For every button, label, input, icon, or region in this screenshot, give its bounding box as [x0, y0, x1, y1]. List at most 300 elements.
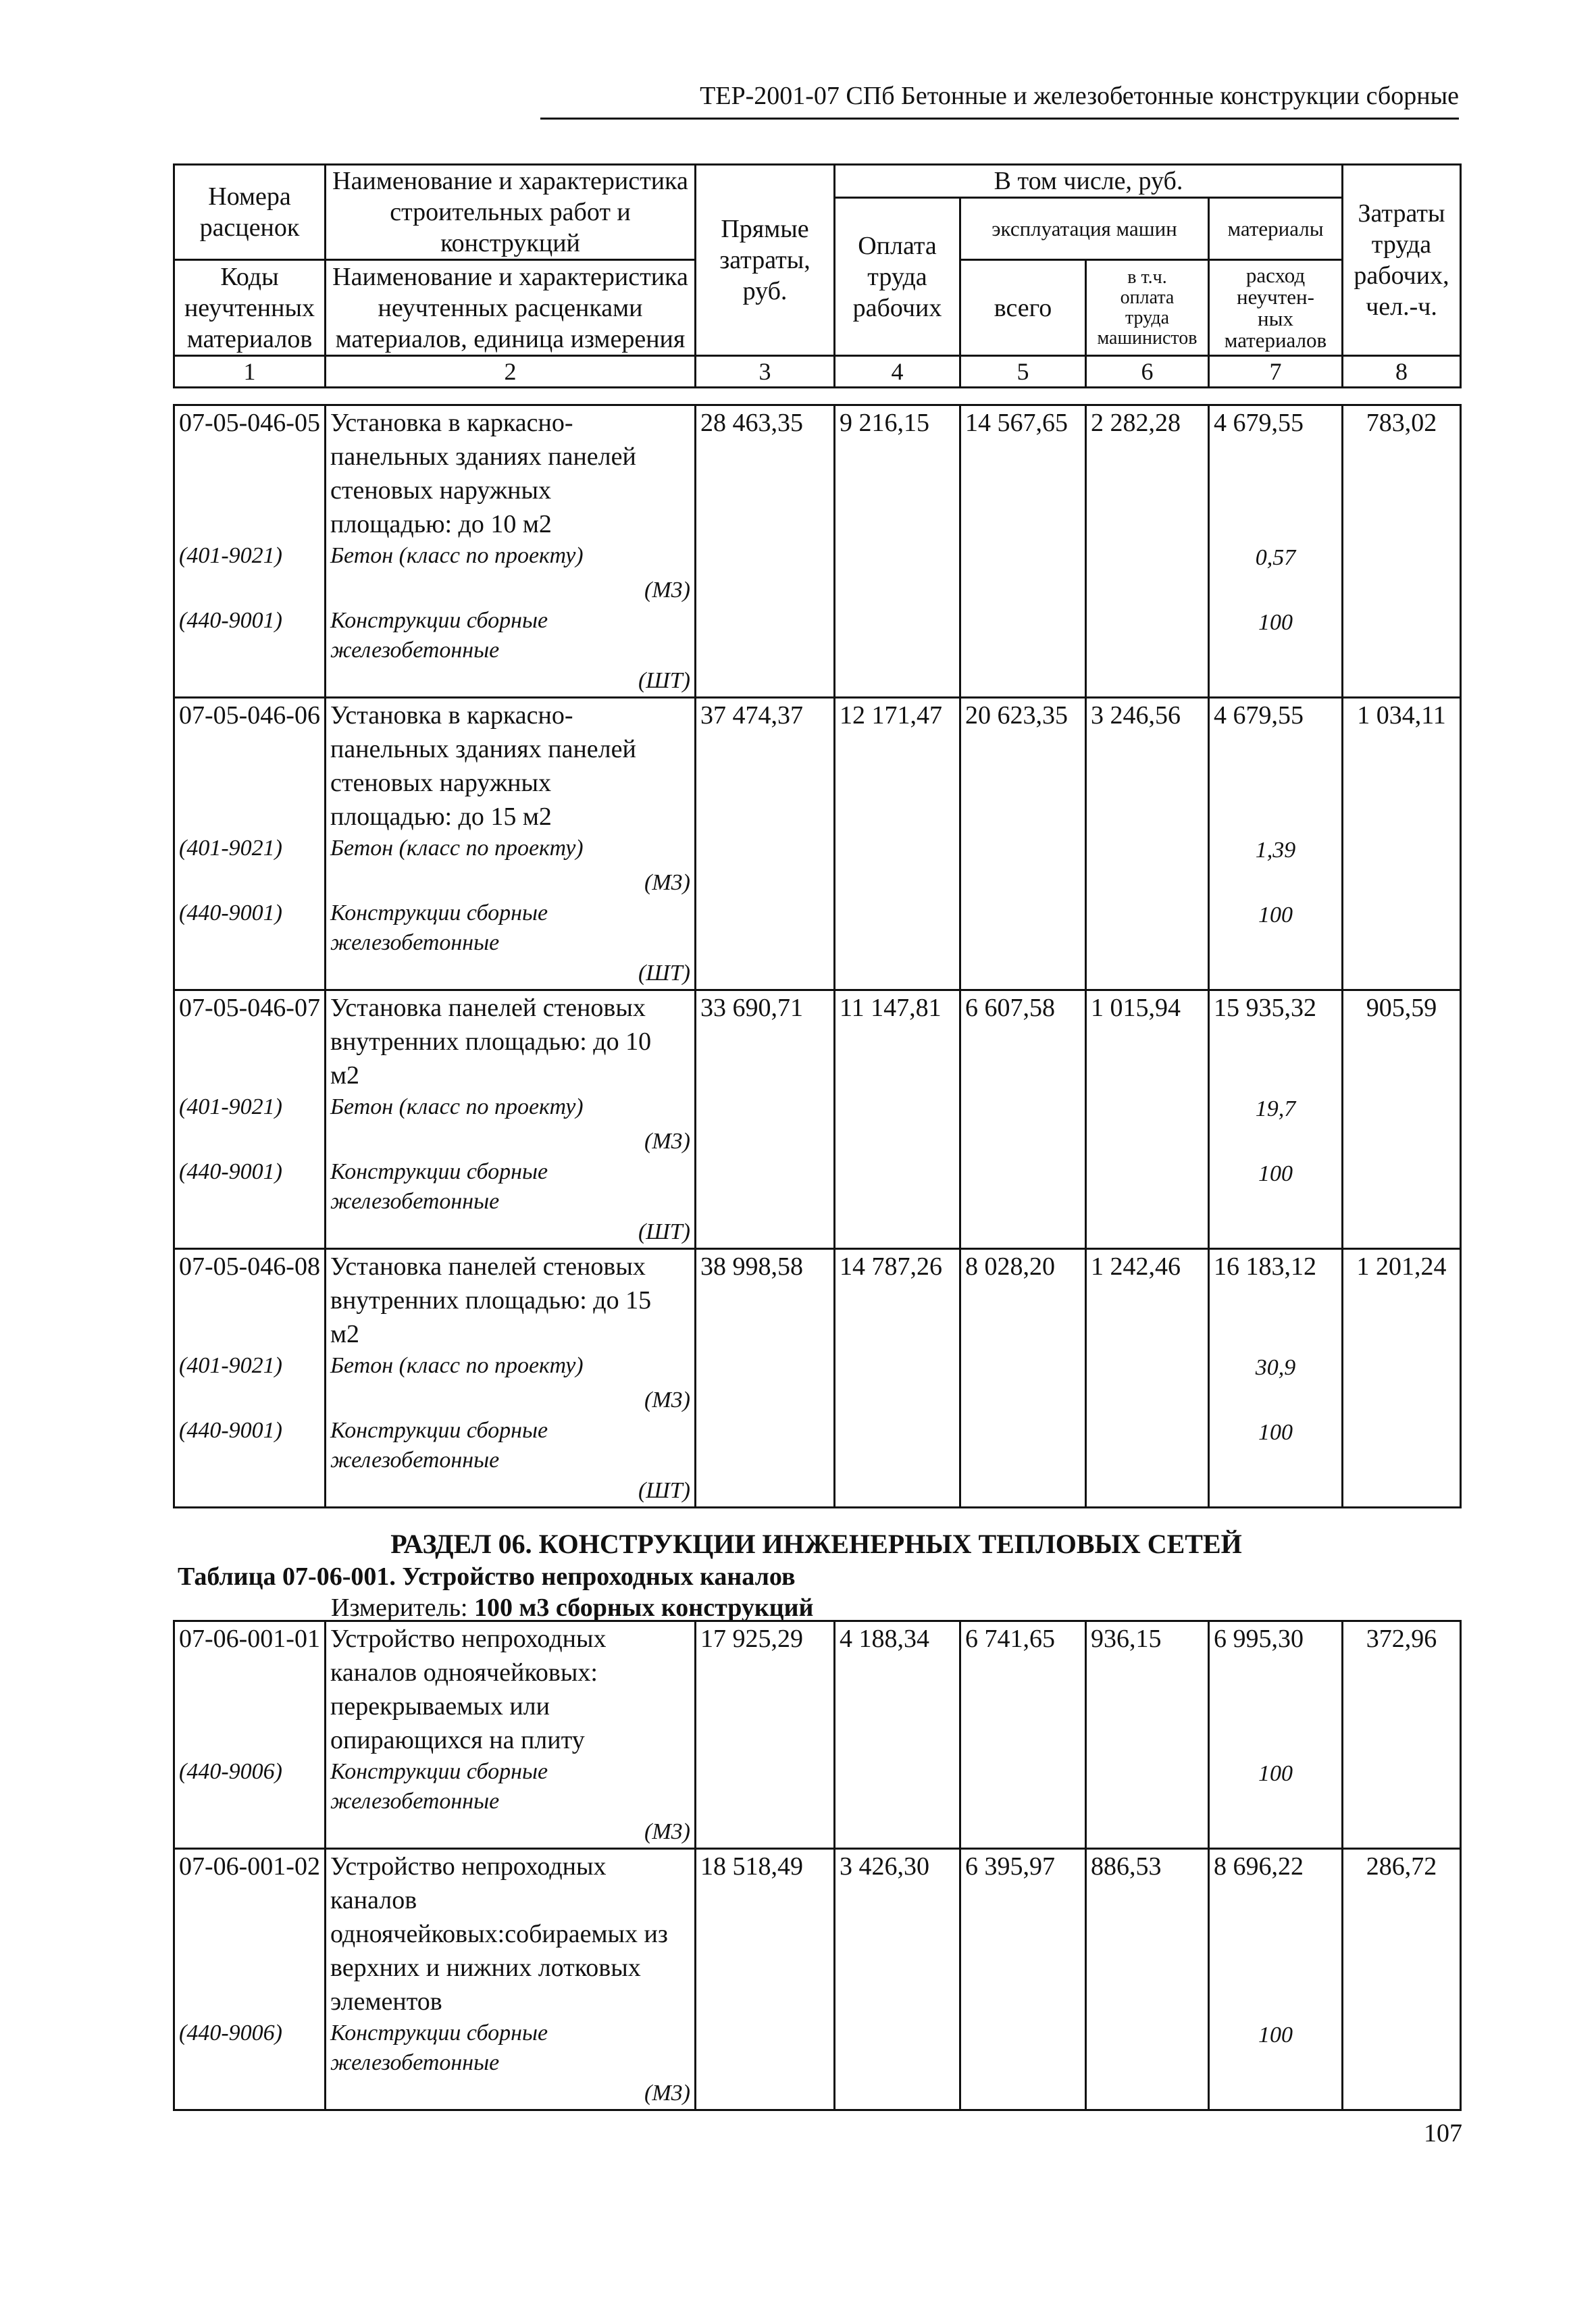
empty-cell [696, 1351, 835, 1385]
empty-cell [1086, 1217, 1209, 1249]
rate-name [326, 405, 696, 542]
empty-cell [174, 1475, 326, 1508]
material-row [174, 1757, 1461, 1816]
material-unit: (М3) [326, 575, 696, 606]
empty-cell [696, 1385, 835, 1416]
rate-name-line: одноячейковых:собираемых из [330, 1920, 668, 1948]
rate-name-line: опирающихся на плиту [330, 1726, 585, 1754]
material-code: (440-9001) [174, 1157, 326, 1217]
empty-cell [835, 2078, 960, 2110]
empty-cell [1209, 1385, 1343, 1416]
header-work-name: Наименование и характеристика строительных работ и конструкций [326, 165, 696, 260]
empty-cell [960, 1157, 1086, 1217]
rate-code: 07-05-046-07 [174, 990, 326, 1093]
materials-cost: 8 696,22 [1209, 1849, 1343, 2019]
header-col-number: 4 [835, 356, 960, 388]
material-code: (401-9021) [174, 1351, 326, 1385]
empty-cell [696, 1816, 835, 1849]
material-name [326, 1351, 696, 1385]
rate-row [174, 990, 1461, 1093]
rate-name-line: каналов одноячейковых: [330, 1658, 598, 1687]
empty-cell [960, 1416, 1086, 1475]
empty-cell [960, 575, 1086, 606]
rate-row [174, 698, 1461, 834]
empty-cell [960, 1385, 1086, 1416]
material-code: (440-9006) [174, 1757, 326, 1816]
material-name-line: Конструкции сборные [330, 1418, 548, 1443]
empty-cell [960, 2018, 1086, 2078]
machinist-pay: 1 015,94 [1086, 990, 1209, 1093]
material-unit-row [174, 575, 1461, 606]
material-code: (401-9021) [174, 834, 326, 867]
table-title: Таблица 07-06-001. Устройство непроходных каналов [178, 1562, 796, 1591]
materials-cost: 6 995,30 [1209, 1621, 1343, 1758]
machinist-pay: 2 282,28 [1086, 405, 1209, 542]
empty-cell [1209, 1816, 1343, 1849]
material-unit-row [174, 1475, 1461, 1508]
machinist-pay: 1 242,46 [1086, 1249, 1209, 1352]
empty-cell [1209, 1126, 1343, 1157]
direct-costs: 38 998,58 [696, 1249, 835, 1352]
direct-costs: 33 690,71 [696, 990, 835, 1093]
machinist-pay: 886,53 [1086, 1849, 1209, 2019]
empty-cell [1343, 1351, 1461, 1385]
page-number: 107 [1424, 2119, 1462, 2147]
empty-cell [1343, 541, 1461, 575]
empty-cell [960, 665, 1086, 698]
empty-cell [696, 2078, 835, 2110]
header-col-number: 2 [326, 356, 696, 388]
empty-cell [1209, 665, 1343, 698]
empty-cell [1343, 1217, 1461, 1249]
empty-cell [174, 1816, 326, 1849]
material-name-line: Конструкции сборные [330, 608, 548, 633]
material-row [174, 834, 1461, 867]
empty-cell [174, 1385, 326, 1416]
header-machinist-pay: в т.ч. оплата труда машинистов [1086, 260, 1209, 356]
material-unit-row [174, 665, 1461, 698]
material-code: (440-9001) [174, 1416, 326, 1475]
empty-cell [835, 1416, 960, 1475]
material-unit-row [174, 867, 1461, 898]
rate-name-line: внутренних площадью: до 10 [330, 1027, 652, 1056]
empty-cell [174, 665, 326, 698]
material-row [174, 898, 1461, 958]
rate-name-line: Установка в каркасно- [330, 409, 573, 437]
rate-name-line: Установка в каркасно- [330, 701, 573, 730]
machines-total: 8 028,20 [960, 1249, 1086, 1352]
empty-cell [1343, 958, 1461, 990]
empty-cell [696, 867, 835, 898]
empty-cell [835, 2018, 960, 2078]
material-qty: 30,9 [1209, 1351, 1343, 1385]
empty-cell [835, 606, 960, 665]
header-col-number: 6 [1086, 356, 1209, 388]
material-unit-row [174, 958, 1461, 990]
empty-cell [960, 1351, 1086, 1385]
labor-hours: 372,96 [1343, 1621, 1461, 1758]
empty-cell [696, 834, 835, 867]
material-unit: (ШТ) [326, 1475, 696, 1508]
material-code: (440-9001) [174, 898, 326, 958]
empty-cell [835, 1816, 960, 1849]
material-name [326, 2018, 696, 2078]
labor-hours: 286,72 [1343, 1849, 1461, 2019]
empty-cell [696, 606, 835, 665]
rate-name-line: площадью: до 10 м2 [330, 510, 552, 538]
material-unit: (ШТ) [326, 1217, 696, 1249]
empty-cell [1086, 1126, 1209, 1157]
empty-cell [696, 1217, 835, 1249]
empty-cell [696, 1157, 835, 1217]
rate-name-line: элементов [330, 1987, 442, 2016]
empty-cell [1086, 1757, 1209, 1816]
labor-hours: 1 034,11 [1343, 698, 1461, 834]
empty-cell [1343, 1757, 1461, 1816]
empty-cell [1086, 1385, 1209, 1416]
empty-cell [835, 1092, 960, 1126]
worker-pay: 12 171,47 [835, 698, 960, 834]
empty-cell [1343, 1385, 1461, 1416]
rate-name-line: м2 [330, 1320, 360, 1348]
worker-pay: 4 188,34 [835, 1621, 960, 1758]
rate-row [174, 405, 1461, 542]
materials-cost: 16 183,12 [1209, 1249, 1343, 1352]
empty-cell [835, 1217, 960, 1249]
empty-cell [696, 2018, 835, 2078]
material-unit: (М3) [326, 1385, 696, 1416]
material-unit-row [174, 1126, 1461, 1157]
empty-cell [1343, 575, 1461, 606]
material-qty: 100 [1209, 1757, 1343, 1816]
empty-cell [696, 665, 835, 698]
empty-cell [1343, 1092, 1461, 1126]
empty-cell [835, 1385, 960, 1416]
empty-cell [174, 867, 326, 898]
empty-cell [835, 1475, 960, 1508]
rate-name-line: стеновых наружных [330, 769, 551, 797]
rate-name-line: каналов [330, 1886, 417, 1914]
column-header-table [173, 163, 1462, 388]
meter-label: Измеритель: [331, 1594, 468, 1622]
empty-cell [174, 2078, 326, 2110]
machines-total: 6 741,65 [960, 1621, 1086, 1758]
material-unit: (М3) [326, 1126, 696, 1157]
rate-name-line: панельных зданиях панелей [330, 735, 636, 763]
empty-cell [696, 1092, 835, 1126]
material-name [326, 1416, 696, 1475]
material-name-line: Бетон (класс по проекту) [330, 836, 584, 861]
materials-cost: 4 679,55 [1209, 698, 1343, 834]
empty-cell [835, 1157, 960, 1217]
empty-cell [960, 898, 1086, 958]
empty-cell [835, 575, 960, 606]
header-col-number: 8 [1343, 356, 1461, 388]
material-name-line: железобетонные [330, 1448, 500, 1473]
empty-cell [1209, 575, 1343, 606]
materials-cost: 4 679,55 [1209, 405, 1343, 542]
rate-name-line: Установка панелей стеновых [330, 1252, 646, 1281]
header-col-number: 3 [696, 356, 835, 388]
machinist-pay: 936,15 [1086, 1621, 1209, 1758]
empty-cell [1343, 898, 1461, 958]
empty-cell [1086, 2018, 1209, 2078]
material-qty: 0,57 [1209, 541, 1343, 575]
empty-cell [1086, 898, 1209, 958]
empty-cell [960, 1816, 1086, 1849]
material-row [174, 1157, 1461, 1217]
empty-cell [835, 1126, 960, 1157]
material-qty: 19,7 [1209, 1092, 1343, 1126]
rate-code: 07-05-046-08 [174, 1249, 326, 1352]
meter-value: 100 м3 сборных конструкций [474, 1594, 814, 1622]
rate-name-line: панельных зданиях панелей [330, 442, 636, 471]
material-row [174, 541, 1461, 575]
rate-name-line: верхних и нижних лотковых [330, 1954, 641, 1982]
empty-cell [1343, 606, 1461, 665]
empty-cell [1343, 665, 1461, 698]
header-col-number: 5 [960, 356, 1086, 388]
direct-costs: 18 518,49 [696, 1849, 835, 2019]
material-name [326, 1092, 696, 1126]
empty-cell [835, 665, 960, 698]
empty-cell [1086, 867, 1209, 898]
empty-cell [1209, 2078, 1343, 2110]
empty-cell [960, 958, 1086, 990]
header-labor-hours: Затраты труда рабочих, чел.-ч. [1343, 165, 1461, 356]
material-name [326, 541, 696, 575]
material-code: (401-9021) [174, 1092, 326, 1126]
labor-hours: 905,59 [1343, 990, 1461, 1093]
empty-cell [696, 541, 835, 575]
labor-hours: 783,02 [1343, 405, 1461, 542]
rate-name [326, 990, 696, 1093]
material-code: (440-9001) [174, 606, 326, 665]
rates-table-07-05 [173, 404, 1462, 1508]
empty-cell [696, 575, 835, 606]
material-code: (440-9006) [174, 2018, 326, 2078]
empty-cell [960, 606, 1086, 665]
header-direct-costs: Прямые затраты, руб. [696, 165, 835, 356]
direct-costs: 37 474,37 [696, 698, 835, 834]
rate-code: 07-05-046-05 [174, 405, 326, 542]
machines-total: 6 607,58 [960, 990, 1086, 1093]
empty-cell [1209, 1475, 1343, 1508]
rate-name [326, 698, 696, 834]
empty-cell [1086, 606, 1209, 665]
rate-code: 07-06-001-01 [174, 1621, 326, 1758]
rate-name-line: стеновых наружных [330, 476, 551, 505]
empty-cell [960, 541, 1086, 575]
empty-cell [1343, 1126, 1461, 1157]
material-qty: 100 [1209, 606, 1343, 665]
empty-cell [960, 1757, 1086, 1816]
empty-cell [835, 867, 960, 898]
rate-row [174, 1249, 1461, 1352]
rate-name [326, 1849, 696, 2019]
empty-cell [960, 1217, 1086, 1249]
material-unit: (ШТ) [326, 958, 696, 990]
material-unit: (М3) [326, 2078, 696, 2110]
empty-cell [1343, 834, 1461, 867]
empty-cell [835, 958, 960, 990]
material-name [326, 1157, 696, 1217]
empty-cell [1343, 1157, 1461, 1217]
material-name [326, 898, 696, 958]
material-qty: 100 [1209, 2018, 1343, 2078]
empty-cell [960, 1475, 1086, 1508]
empty-cell [1086, 1351, 1209, 1385]
direct-costs: 17 925,29 [696, 1621, 835, 1758]
empty-cell [1086, 1475, 1209, 1508]
material-qty: 1,39 [1209, 834, 1343, 867]
empty-cell [960, 1126, 1086, 1157]
material-row [174, 606, 1461, 665]
material-name-line: Конструкции сборные [330, 900, 548, 925]
material-unit: (ШТ) [326, 665, 696, 698]
material-name-line: железобетонные [330, 1189, 500, 1214]
material-name-line: железобетонные [330, 2050, 500, 2075]
header-col-number: 7 [1209, 356, 1343, 388]
worker-pay: 14 787,26 [835, 1249, 960, 1352]
empty-cell [1343, 867, 1461, 898]
empty-cell [1086, 1092, 1209, 1126]
empty-cell [1343, 1816, 1461, 1849]
empty-cell [835, 1757, 960, 1816]
empty-cell [960, 2078, 1086, 2110]
empty-cell [1086, 1157, 1209, 1217]
empty-cell [696, 958, 835, 990]
rate-name-line: внутренних площадью: до 15 [330, 1286, 652, 1315]
material-row [174, 1351, 1461, 1385]
material-unit: (М3) [326, 867, 696, 898]
header-machines: эксплуатация машин [960, 198, 1209, 260]
material-name [326, 606, 696, 665]
material-name-line: железобетонные [330, 930, 500, 955]
empty-cell [174, 1217, 326, 1249]
material-name-line: железобетонные [330, 638, 500, 663]
header-including-group: В том числе, руб. [835, 165, 1343, 198]
empty-cell [835, 834, 960, 867]
empty-cell [960, 834, 1086, 867]
material-name-line: Бетон (класс по проекту) [330, 1353, 584, 1378]
material-name-line: Конструкции сборные [330, 1159, 548, 1184]
rate-name-line: Устройство непроходных [330, 1852, 607, 1881]
section-title: РАЗДЕЛ 06. КОНСТРУКЦИИ ИНЖЕНЕРНЫХ ТЕПЛОВЫХ СЕТЕЙ [390, 1529, 1242, 1559]
rate-name-line: м2 [330, 1061, 360, 1090]
material-name [326, 834, 696, 867]
machinist-pay: 3 246,56 [1086, 698, 1209, 834]
rate-code: 07-05-046-06 [174, 698, 326, 834]
material-qty: 100 [1209, 1416, 1343, 1475]
empty-cell [835, 898, 960, 958]
rate-name-line: Установка панелей стеновых [330, 994, 646, 1022]
direct-costs: 28 463,35 [696, 405, 835, 542]
empty-cell [1343, 1416, 1461, 1475]
worker-pay: 3 426,30 [835, 1849, 960, 2019]
empty-cell [1209, 1217, 1343, 1249]
empty-cell [174, 1126, 326, 1157]
materials-cost: 15 935,32 [1209, 990, 1343, 1093]
empty-cell [1086, 541, 1209, 575]
empty-cell [1343, 2018, 1461, 2078]
empty-cell [1086, 1416, 1209, 1475]
worker-pay: 11 147,81 [835, 990, 960, 1093]
worker-pay: 9 216,15 [835, 405, 960, 542]
material-name [326, 1757, 696, 1816]
header-materials: материалы [1209, 198, 1343, 260]
header-material-consumption: расход неучтен- ных материалов [1209, 260, 1343, 356]
machines-total: 14 567,65 [960, 405, 1086, 542]
empty-cell [174, 575, 326, 606]
empty-cell [1086, 665, 1209, 698]
empty-cell [835, 1351, 960, 1385]
header-material-codes: Коды неучтенных материалов [174, 260, 326, 356]
running-header: ТЕР-2001-07 СПб Бетонные и железобетонные конструкции сборные [540, 81, 1459, 120]
empty-cell [1343, 1475, 1461, 1508]
material-qty: 100 [1209, 898, 1343, 958]
rates-table-07-06-001 [173, 1620, 1462, 2111]
material-unit-row [174, 1217, 1461, 1249]
header-material-names: Наименование и характеристика неучтенных расценками материалов, единица измерения [326, 260, 696, 356]
empty-cell [174, 958, 326, 990]
rate-name [326, 1249, 696, 1352]
meter-line [331, 1593, 813, 1623]
material-unit: (М3) [326, 1816, 696, 1849]
material-name-line: железобетонные [330, 1789, 500, 1814]
labor-hours: 1 201,24 [1343, 1249, 1461, 1352]
empty-cell [1086, 834, 1209, 867]
machines-total: 20 623,35 [960, 698, 1086, 834]
rate-name [326, 1621, 696, 1758]
material-qty: 100 [1209, 1157, 1343, 1217]
header-worker-pay: Оплата труда рабочих [835, 198, 960, 356]
rate-row [174, 1849, 1461, 2019]
header-col-number: 1 [174, 356, 326, 388]
material-unit-row [174, 1816, 1461, 1849]
rate-name-line: Устройство непроходных [330, 1625, 607, 1653]
empty-cell [1086, 575, 1209, 606]
empty-cell [696, 1126, 835, 1157]
empty-cell [1086, 2078, 1209, 2110]
rate-name-line: перекрываемых или [330, 1692, 550, 1721]
empty-cell [1343, 2078, 1461, 2110]
empty-cell [1209, 958, 1343, 990]
empty-cell [696, 1757, 835, 1816]
empty-cell [960, 1092, 1086, 1126]
empty-cell [696, 898, 835, 958]
material-name-line: Конструкции сборные [330, 2020, 548, 2045]
rate-name-line: площадью: до 15 м2 [330, 803, 552, 831]
empty-cell [1086, 958, 1209, 990]
empty-cell [696, 1416, 835, 1475]
material-name-line: Бетон (класс по проекту) [330, 1094, 584, 1119]
empty-cell [1209, 867, 1343, 898]
empty-cell [696, 1475, 835, 1508]
material-unit-row [174, 2078, 1461, 2110]
material-row [174, 1092, 1461, 1126]
empty-cell [1086, 1816, 1209, 1849]
header-rate-numbers: Номера расценок [174, 165, 326, 260]
material-row [174, 1416, 1461, 1475]
empty-cell [835, 541, 960, 575]
material-name-line: Конструкции сборные [330, 1759, 548, 1784]
empty-cell [960, 867, 1086, 898]
rate-code: 07-06-001-02 [174, 1849, 326, 2019]
machines-total: 6 395,97 [960, 1849, 1086, 2019]
material-row [174, 2018, 1461, 2078]
rate-row [174, 1621, 1461, 1758]
